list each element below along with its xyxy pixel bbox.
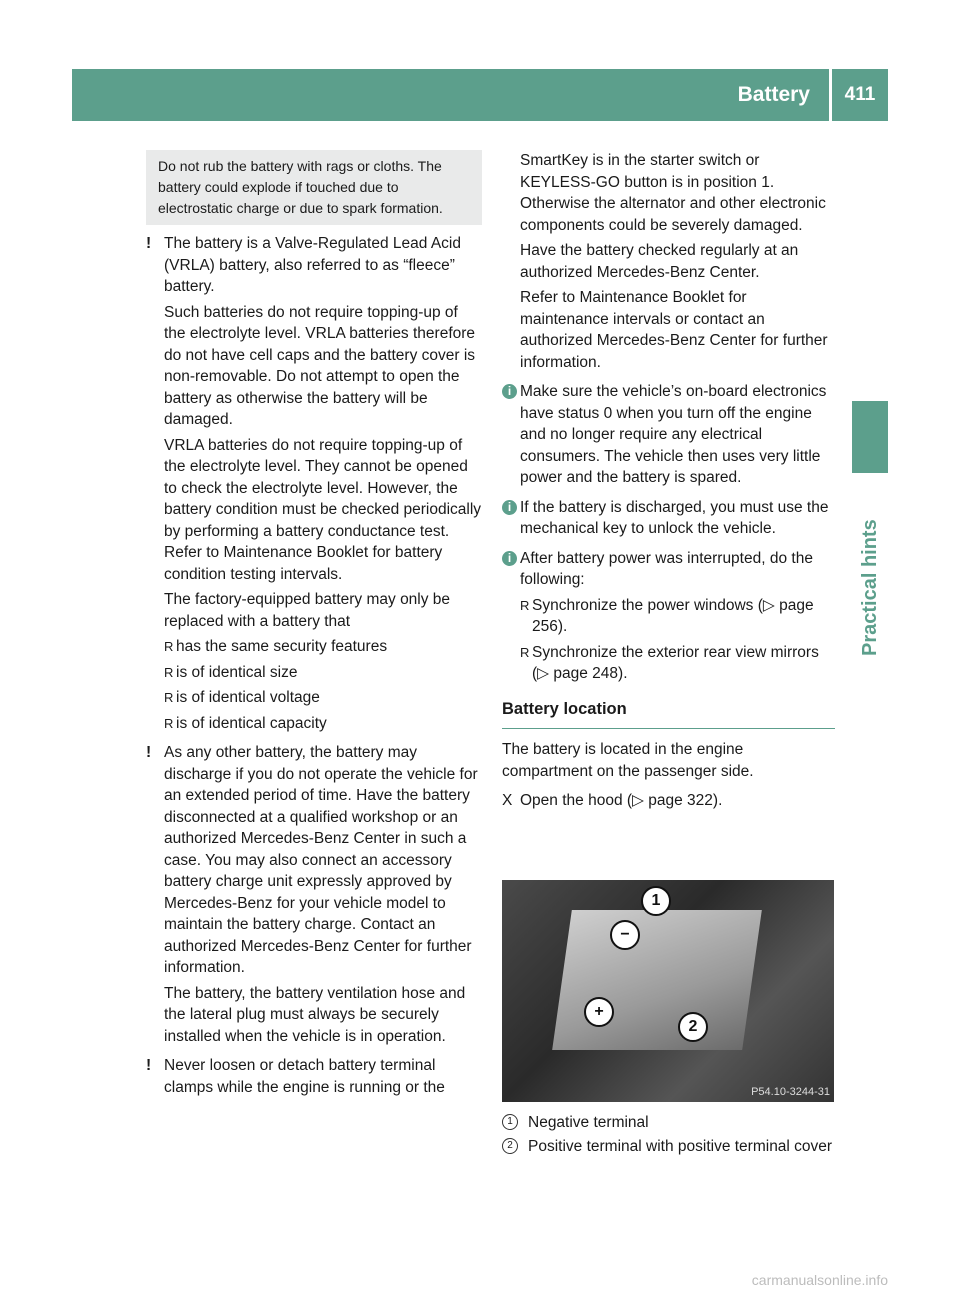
callout-2: 2 (678, 1012, 708, 1042)
info-icon: i (502, 500, 517, 515)
info-text: After battery power was interrupted, do the following: (520, 549, 813, 588)
step-icon: X (502, 792, 513, 809)
note-text: As any other battery, the battery may discharge if you do not operate the vehicle for an extended period of time. Have the battery disconnected at a qualified workshop or an authorized Mercedes-Benz Center in such a case. You may also connect an accessory battery charge unit expressly approved by Mercedes-Benz for your vehicle model to maintain the battery charge. Contact an authorized Mercedes-Benz Center for further information. (164, 744, 478, 976)
info-text: Make sure the vehicle’s on-board electronics have status 0 when you turn off the engine and no longer require any electrical consumers. The vehicle then uses very little power and the battery is spared. (520, 383, 827, 486)
note-paragraph (146, 742, 482, 979)
note-paragraph (146, 1055, 482, 1098)
side-tab-label (852, 478, 888, 678)
instruction-step: X Open the hood (▷ page 322). (502, 790, 835, 812)
caption-number: 1 (502, 1114, 518, 1130)
section-text: The battery is located in the engine compartment on the passenger side. (502, 741, 754, 780)
bullet-icon: R (164, 639, 174, 654)
side-tab-marker (852, 401, 888, 473)
left-column (146, 150, 482, 1098)
callout-1: 1 (641, 886, 671, 916)
minus-terminal-icon: − (610, 920, 640, 950)
list-item: R is of identical capacity (146, 713, 482, 735)
note-text: Refer to Maintenance Booklet for maintenance intervals or contact an authorized Mercedes-Benz Center for further information. (520, 289, 828, 371)
header-bar (72, 69, 888, 121)
plus-terminal-icon: + (584, 997, 614, 1027)
photo-code: P54.10-3244-31 (751, 1086, 830, 1098)
section-heading: Battery location (502, 699, 835, 730)
info-paragraph (502, 548, 835, 591)
bullet-icon: R (164, 715, 174, 731)
note-text: Never loosen or detach battery terminal clamps while the engine is running or the (164, 1057, 445, 1096)
caption-number: 2 (502, 1138, 518, 1154)
note-text: VRLA batteries do not require topping-up of the electrolyte level. They cannot be opened to check the electrolyte level. However, the battery condition must be checked periodically by performing a battery conductance test. Refer to Maintenance Booklet for battery condition testing intervals. (164, 436, 482, 583)
chapter-label: Practical hints (859, 519, 881, 656)
info-icon: i (502, 384, 517, 399)
info-icon: i (502, 551, 517, 566)
caution-icon: ! (146, 1057, 152, 1074)
info-paragraph (502, 497, 835, 540)
note-text: The factory-equipped battery may only be replaced with a battery that (164, 591, 451, 630)
bullet-icon: R (164, 690, 174, 705)
list-item: R Synchronize the exterior rear view mirrors (▷ page 248). (520, 643, 819, 682)
bullet-icon: R (164, 664, 174, 680)
bullet-icon: R (520, 644, 530, 660)
list-item: R is of identical voltage (146, 687, 482, 709)
note-paragraph (146, 233, 482, 298)
caption-list (502, 1110, 835, 1157)
bullet-icon: R (520, 597, 530, 613)
page-number: 411 (844, 84, 876, 105)
note-text: Such batteries do not require topping-up of the electrolyte level. VRLA batteries therefore do not have cell caps and the battery cover is non-removable. Do not attempt to open the battery as otherwise the battery will be damaged. (164, 303, 476, 428)
list-item: R Synchronize the power windows (▷ page 256). (520, 596, 814, 635)
caution-icon: ! (146, 744, 152, 761)
watermark: carmanualsonline.info (751, 1272, 888, 1288)
note-text: The battery is a Valve-Regulated Lead Acid (VRLA) battery, also referred to as “fleece” battery. (164, 235, 461, 295)
battery-illustration (552, 910, 762, 1050)
warning-box: Do not rub the battery with rags or cloths. The battery could explode if touched due to electrostatic charge or due to spark formation. (146, 150, 482, 225)
info-text: If the battery is discharged, you must use the mechanical key to unlock the vehicle. (520, 498, 829, 537)
list-item: R is of identical size (146, 662, 482, 684)
note-text: The battery, the battery ventilation hose and the lateral plug must always be securely installed when the vehicle is in operation. (164, 984, 466, 1045)
note-text: SmartKey is in the starter switch or KEYLESS-GO button is in position 1. Otherwise the alternator and other electronic components could be severely damaged. (520, 152, 826, 234)
note-text: Have the battery checked regularly at an authorized Mercedes-Benz Center. (520, 242, 799, 281)
right-column (502, 150, 835, 812)
info-paragraph (502, 381, 835, 489)
caption-item: 2 Positive terminal with positive terminal cover (502, 1136, 835, 1158)
section-title: Battery (737, 83, 810, 106)
list-item: R has the same security features (146, 636, 482, 658)
battery-photo (502, 880, 834, 1102)
caption-item: 1 Negative terminal (502, 1112, 835, 1134)
caution-icon: ! (146, 235, 152, 252)
